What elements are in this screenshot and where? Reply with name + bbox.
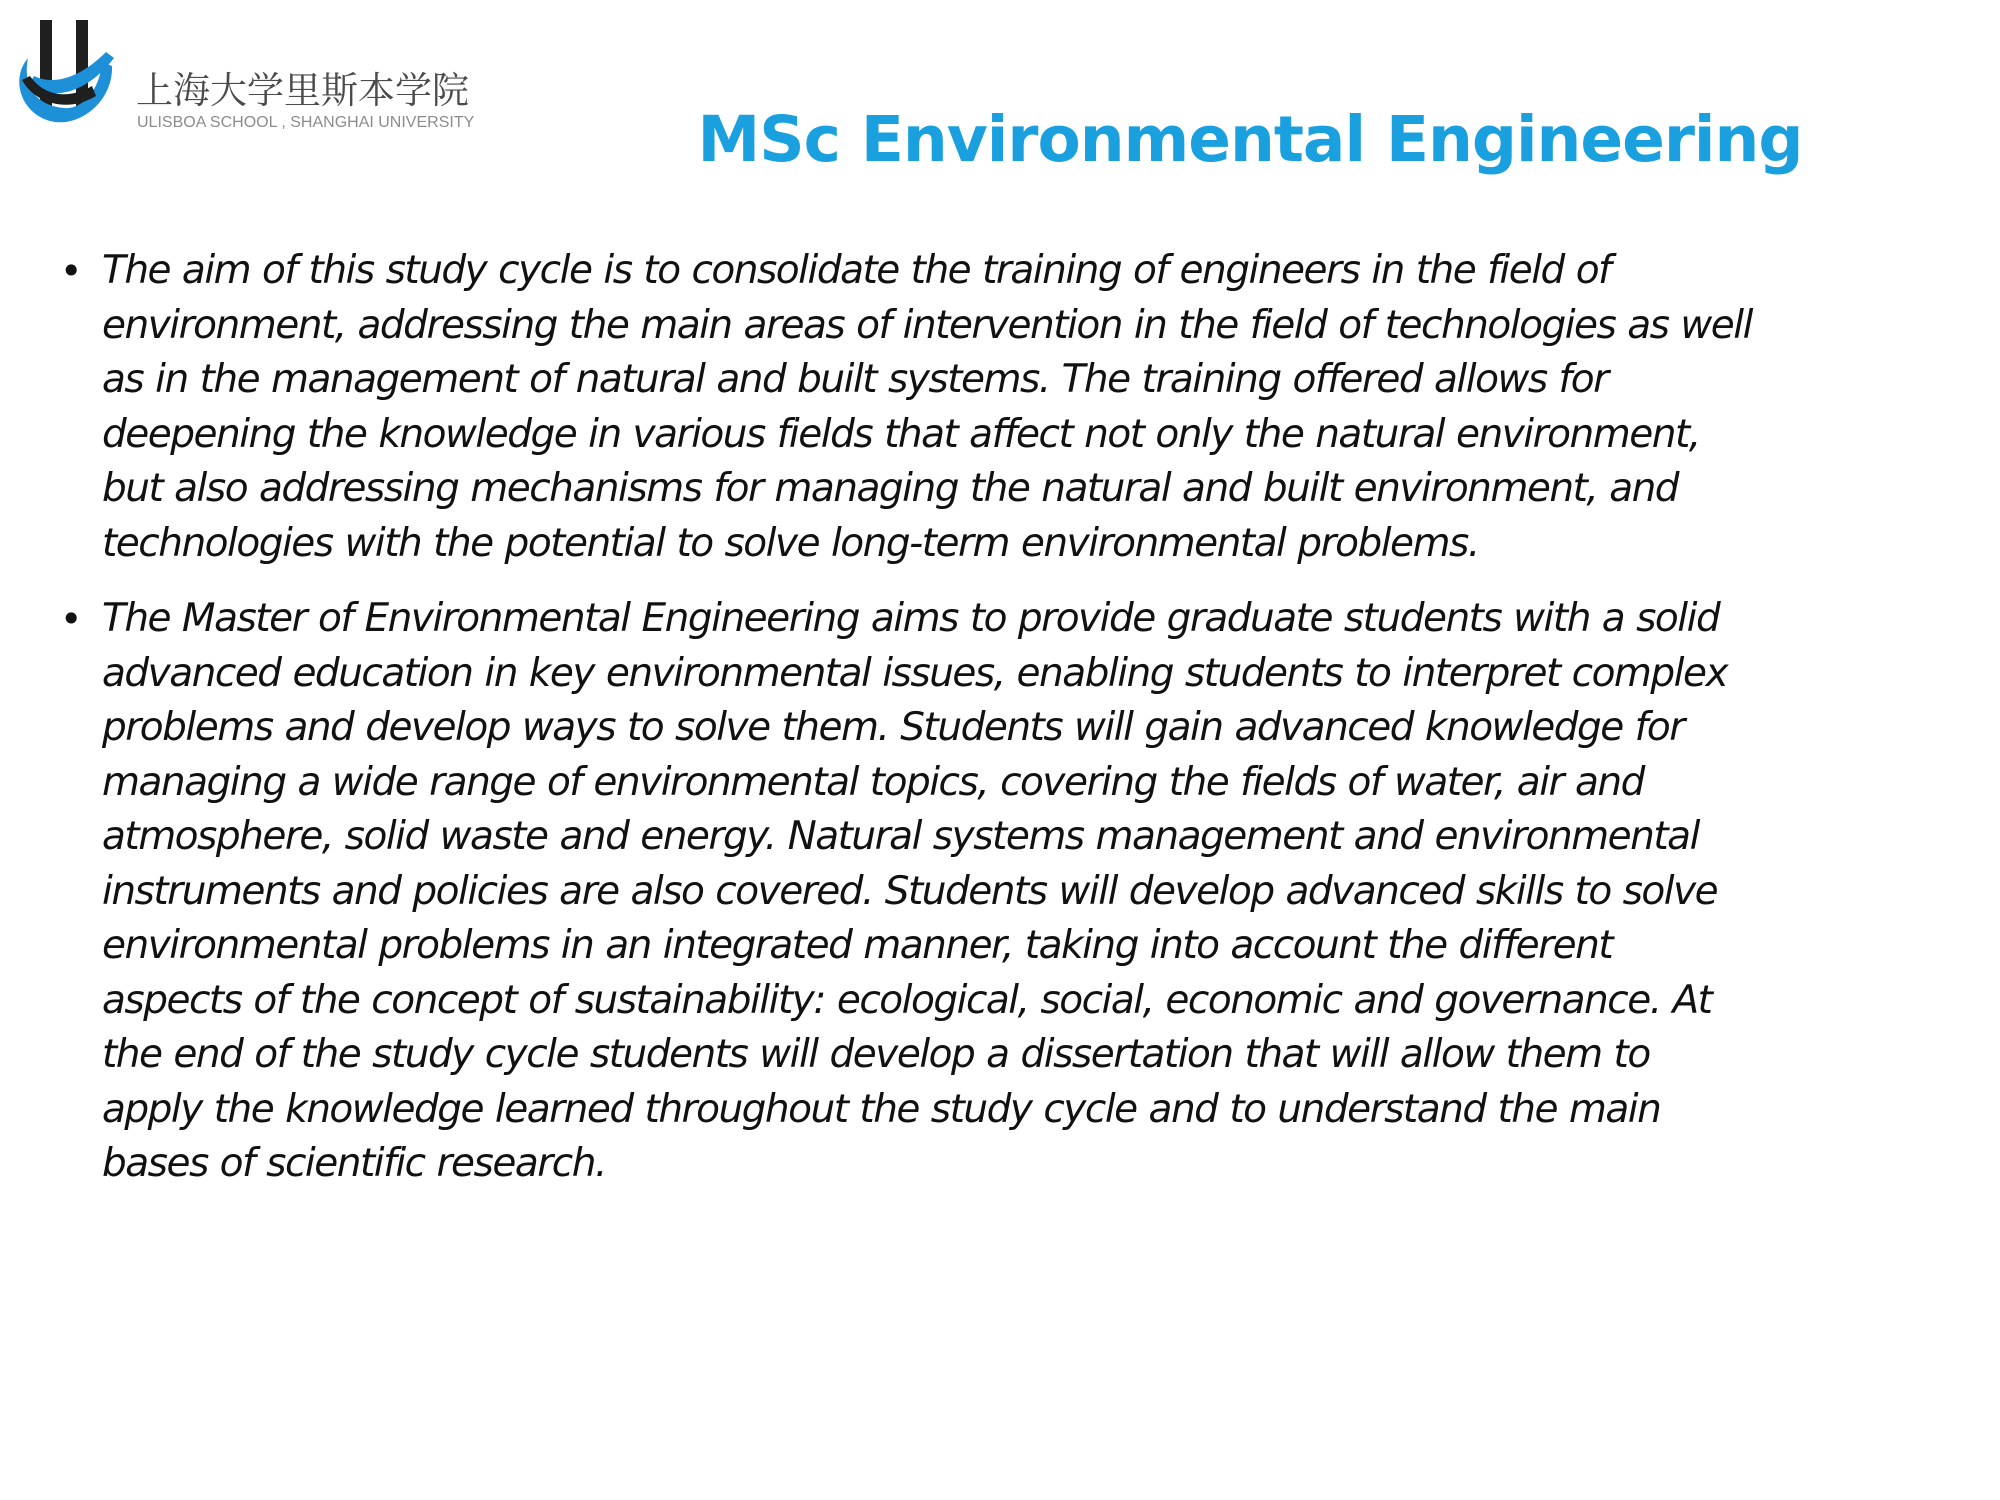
bullet-1-line-5: but also addressing mechanisms for managing the natural and built environment, and [102,466,1679,511]
bullet-2-line-3: problems and develop ways to solve them. Students will gain advanced knowledge for [102,705,1684,750]
bullet-2-line-5: atmosphere, solid waste and energy. Natural systems management and environmental [102,814,1699,859]
bullet-text-2 [102,592,1958,1192]
bullet-2-line-2: advanced education in key environmental issues, enabling students to interpret complex [102,650,1728,696]
bullet-2-line-11: bases of scientific research. [102,1141,606,1186]
bullet-2-line-8: aspects of the concept of sustainability: ecological, social, economic and governance. At [102,977,1712,1023]
bullet-item-2 [58,592,1958,1192]
bullet-2-line-6: instruments and policies are also covered. Students will develop advanced skills to solve [102,868,1718,914]
bullet-2-line-1: The Master of Environmental Engineering aims to provide graduate students with a solid [102,596,1720,641]
logo-chinese-text: 上海大学里斯本学院 [136,69,469,112]
page-title: MSc Environmental Engineering [697,103,1803,177]
bullet-1-line-1: The aim of this study cycle is to consolidate the training of engineers in the field of [102,248,1611,293]
bullet-2-line-4: managing a wide range of environmental topics, covering the fields of water, air and [102,759,1644,805]
bullet-dot-icon: • [60,249,83,293]
bullet-1-line-6: technologies with the potential to solve long-term environmental problems. [102,520,1479,566]
bullet-1-line-2: environment, addressing the main areas of intervention in the field of technologies as well [102,302,1752,348]
school-logo [10,18,480,130]
logo-english-text: ULISBOA SCHOOL , SHANGHAI UNIVERSITY [137,114,475,131]
bullet-2-line-7: environmental problems in an integrated manner, taking into account the different [102,923,1613,968]
bullet-2-line-10: apply the knowledge learned throughout the study cycle and to understand the main [102,1086,1661,1132]
bullet-2-line-9: the end of the study cycle students will develop a dissertation that will allow them to [102,1032,1650,1077]
ulisboa-shanghai-university-logo-icon [10,18,122,130]
bullet-list [58,244,1958,1213]
bullet-dot-icon: • [60,597,83,641]
bullet-item-1 [58,244,1958,571]
bullet-1-line-3: as in the management of natural and built systems. The training offered allows for [102,357,1608,402]
bullet-1-line-4: deepening the knowledge in various fields that affect not only the natural environment, [102,411,1700,457]
bullet-text-1 [102,244,1958,571]
